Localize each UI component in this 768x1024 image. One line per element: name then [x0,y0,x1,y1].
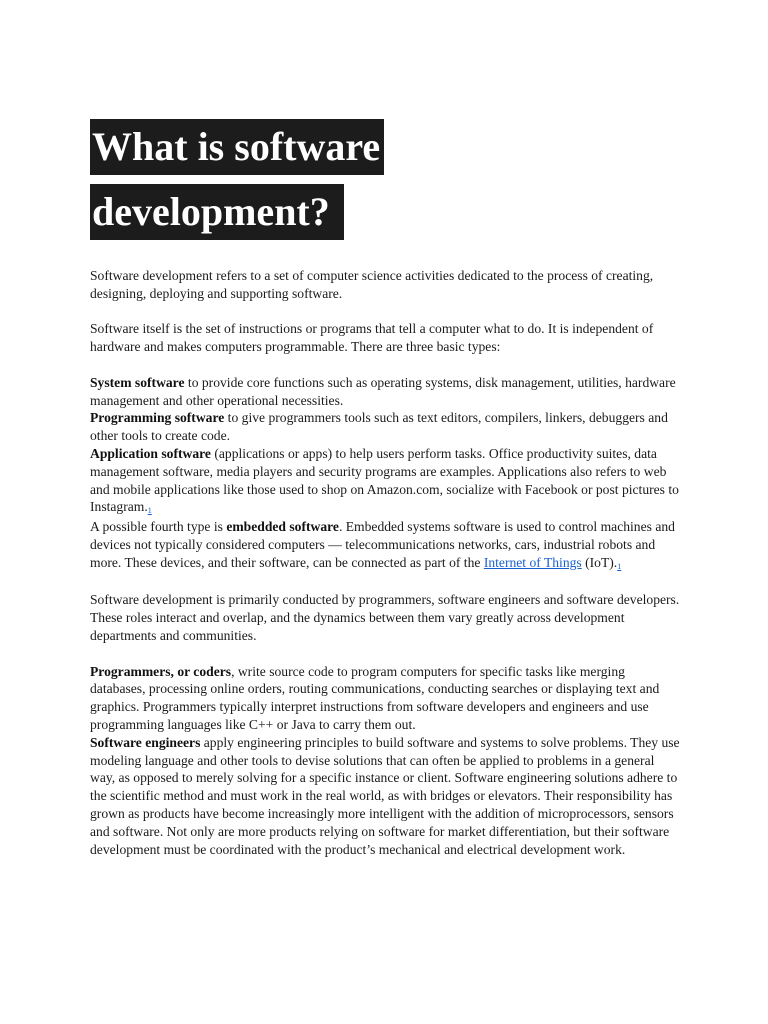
footnote-link[interactable]: 1 [617,561,622,571]
programming-software-text: to give programmers tools such as text editors, compilers, linkers, debuggers and other tools to create code. [90,410,668,444]
paragraph-gap [90,303,680,321]
paragraph-gap [90,574,680,592]
title-line-2: development? [90,184,344,240]
system-software-text: to provide core functions such as operating systems, disk management, utilities, hardware management and other operational necessities. [90,374,676,408]
programmers-item [90,663,680,734]
software-engineers-item [90,734,680,859]
programmers-term: Programmers, or coders [90,663,232,679]
application-software-text: (applications or apps) to help users perform tasks. Office productivity suites, data management software, media players and security programs are examples. Applications also refers to web and mobile applications like those used to shop on Amazon.com, socialize with Facebook or post pictures to Instagram. [90,445,679,515]
footnote-link[interactable]: 1 [147,506,152,516]
page-title [90,119,510,240]
article-body [90,267,680,858]
embedded-software-item [90,518,680,573]
embedded-software-pre: A possible fourth type is [90,519,227,535]
embedded-software-term: embedded software [226,519,339,535]
software-engineers-text: apply engineering principles to build software and systems to solve problems. They use modeling language and other tools to devise solutions that can often be applied to problems in a general way, as opposed to merely solving for a specific instance or client. Software engineering solutions adhere to the scientific method and must work in the real world, as with bridges or elevators. Their responsibility has grown as products have become increasingly more intelligent with the addition of microprocessors, sensors and software. Not only are more products relying on software for market differentiation, but their software development must be coordinated with the product’s mechanical and electrical development work. [90,734,680,857]
application-software-term: Application software [90,445,211,461]
system-software-item [90,374,680,410]
embedded-software-text: . Embedded systems software is used to control machines and devices not typically considered computers — telecommunications networks, cars, industrial robots and more. These devices, and their software, can be connected as part of the [90,519,675,570]
programming-software-term: Programming software [90,410,225,426]
programmers-text: , write source code to program computers for specific tasks like merging databases, processing online orders, routing communications, conducting searches or displaying text and graphics. Programmers typically interpret instructions from software developers and engineers and use programming languages like C++ or Java to carry them out. [90,663,660,732]
paragraph-gap [90,356,680,374]
roles-paragraph: Software development is primarily conducted by programmers, software engineers and software developers. These roles interact and overlap, and the dynamics between them vary greatly across development departments and communities. [90,592,680,643]
title-line-1: What is software [90,119,384,175]
software-engineers-term: Software engineers [90,734,201,750]
embedded-software-post: (IoT). [581,554,618,570]
programming-software-item [90,409,680,445]
application-software-item [90,445,680,518]
paragraph-gap [90,645,680,663]
intro-paragraph: Software development refers to a set of computer science activities dedicated to the process of creating, designing, deploying and supporting software. [90,268,654,301]
software-definition-paragraph: Software itself is the set of instructions or programs that tell a computer what to do. It is independent of hardware and makes computers programmable. There are three basic types: [90,321,654,355]
internet-of-things-link[interactable]: Internet of Things [483,554,582,570]
system-software-term: System software [90,374,185,390]
